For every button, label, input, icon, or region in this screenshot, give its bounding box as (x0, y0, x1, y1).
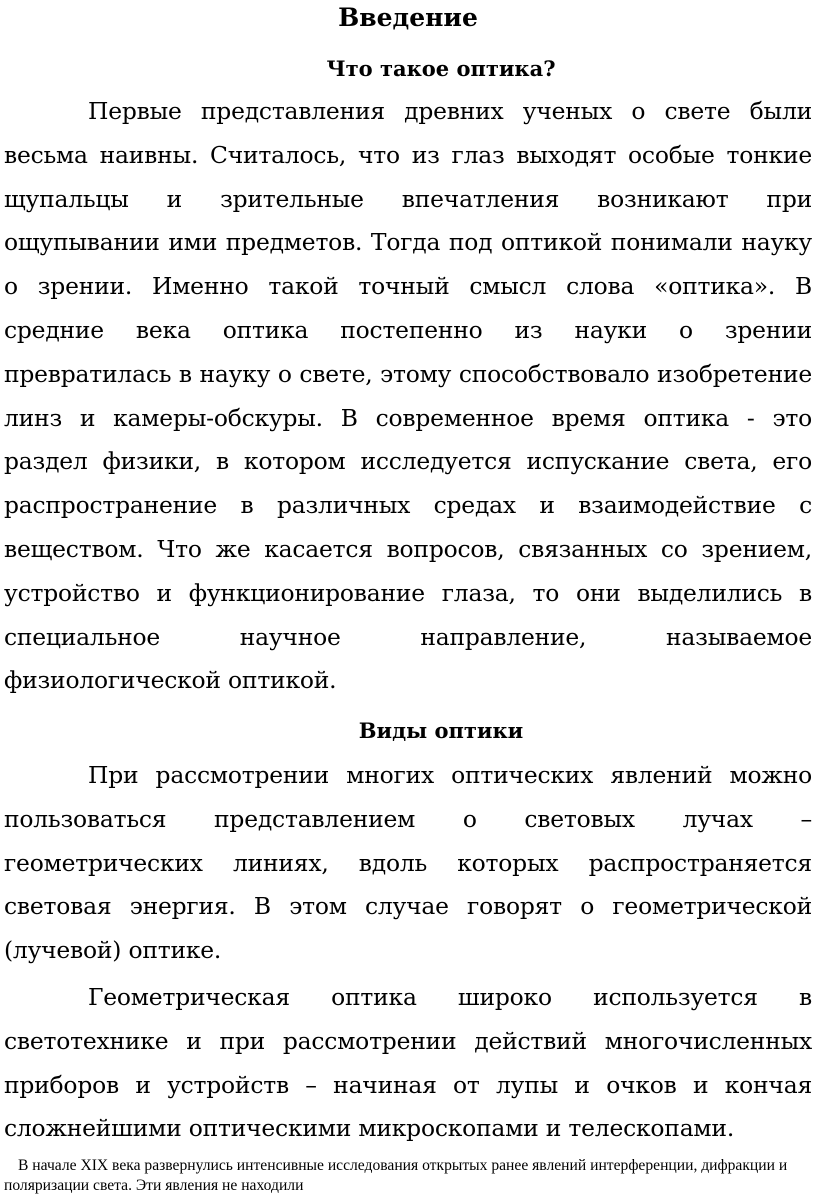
section-paragraph-history: Первые представления древних ученых о свете были весьма наивны. Считалось, что из глаз выходят особые тонкие щупальцы и зрительные впечатления возникают при ощупывании ими предметов. Тогда под оптикой понимали науку о зрении. Именно такой точный смысл слова «оптика». В средние века оптика постепенно из науки о зрении превратилась в науку о свете, этому способствовало изобретение линз и камеры-обскуры. В современное время оптика - это раздел физики, в котором исследуется испускание света, его распространение в различных средах и взаимодействие с веществом. Что же касается вопросов, связанных со зрением, устройство и функционирование глаза, то они выделились в специальное научное направление, называемое физиологической оптикой. (4, 97, 812, 695)
section-paragraph-ray-optics: При рассмотрении многих оптических явлений можно пользоваться представлением о световых лучах – геометрических линиях, вдоль которых распространяется световая энергия. В этом случае говорят о геометрической (лучевой) оптике. (4, 761, 812, 965)
section-heading-what-is-optics: Что такое оптика? (326, 56, 556, 81)
footnote-text: В начале XIX века развернулись интенсивные исследования открытых ранее явлений интерференции, дифракции и поляризации света. Эти явления не находили (4, 1157, 788, 1194)
section-paragraph-geometric-optics-uses: Геометрическая оптика широко используется в светотехнике и при рассмотрении действий многочисленных приборов и устройств – начиная от лупы и очков и кончая сложнейшими оптическими микроскопами и телескопами. (4, 983, 812, 1143)
page-title: Введение (338, 3, 478, 32)
section-heading-types-of-optics: Виды оптики (358, 718, 524, 743)
